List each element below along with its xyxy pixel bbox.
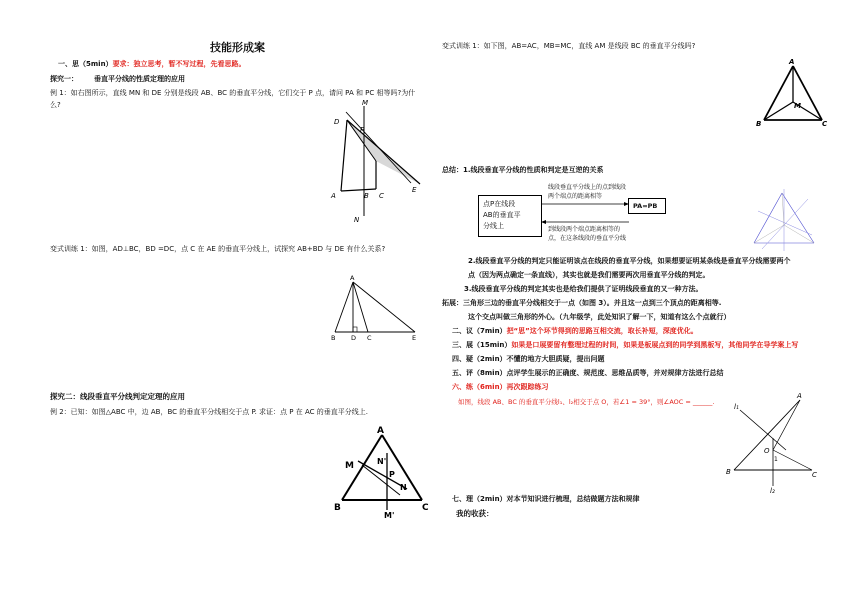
fig5-label-a: A <box>797 392 802 400</box>
example1-text-line2: 么? <box>50 101 61 109</box>
summary-arrow-top-line2: 两个端点的距离相等 <box>548 193 603 200</box>
fig3-label-m-prime: M' <box>384 511 395 520</box>
fig5-label-c: C <box>812 471 817 479</box>
variant-top-text: 变式训练 1：如下图，AB=AC，MB=MC，直线 AM 是线段 BC 的垂直平分线吗? <box>442 42 696 50</box>
section-discuss <box>452 327 698 336</box>
fig1-label-c: C <box>379 192 384 200</box>
explore1-label: 探究一： <box>50 75 78 83</box>
section-show-prefix: 三、展（15min） <box>452 341 512 349</box>
section-evaluate: 五、评（8min）点评学生展示的正确度、规范度、思维品质等，并对规律方法进行总结 <box>452 369 724 377</box>
fig3-label-n: N <box>400 483 407 492</box>
fig4-label-c: C <box>822 120 828 128</box>
explore1-title: 垂直平分线的性质定理的应用 <box>94 75 185 83</box>
fig1-label-a: A <box>331 192 336 200</box>
example2-text: 例 2：已知：如图△ABC 中，边 AB，BC 的垂直平分线相交于点 P. 求证：点 P 在 AC 的垂直平分线上. <box>50 408 368 416</box>
figure-example1 <box>326 99 426 226</box>
section-think <box>58 60 246 69</box>
practice-question: 如图，线段 AB、BC 的垂直平分线l₁、l₂相交于点 O，若∠1 = 39°，则∠AOC = ______. <box>458 398 715 406</box>
figure-example2 <box>332 425 442 520</box>
fig3-label-a: A <box>377 426 384 436</box>
page-title: 技能形成案 <box>210 41 265 54</box>
fig2-label-d: D <box>351 334 357 342</box>
fig1-label-m: M <box>362 99 369 107</box>
fig2-label-a: A <box>350 274 355 282</box>
figure-variant1 <box>330 272 430 342</box>
extension-text-a: 拓展：三角形三边的垂直平分线相交于一点（如图 3）。并且这一点到三个顶点的距离相等. <box>442 299 722 307</box>
figure-practice <box>712 392 832 495</box>
fig3-label-p: P <box>389 470 395 479</box>
extension-text-b: 这个交点叫做三角形的外心。（九年级学，此处知识了解一下，知道有这么个点就行） <box>468 313 731 321</box>
fig3-label-n-prime: N' <box>377 457 387 466</box>
section-think-requirement: 要求：独立思考，暂不写过程，先看思路。 <box>112 60 246 68</box>
example1-text-line1: 例 1：如右图所示，直线 MN 和 DE 分别是线段 AB、BC 的垂直平分线，它们交于 P 点，请问 PA 和 PC 相等吗?为什 <box>50 89 416 97</box>
summary-arrow-top-line1: 线段垂直平分线上的点到线段 <box>548 184 627 191</box>
summary-box-left-line3: 分线上 <box>483 222 504 230</box>
fig5-label-o: O <box>764 447 770 455</box>
fig4-label-a: A <box>789 58 795 66</box>
fig1-label-b: B <box>364 192 369 200</box>
summary-label: 总结： <box>442 166 463 174</box>
my-harvest-label: 我的收获： <box>456 509 494 518</box>
summary-box-left-line2: AB的垂直平 <box>483 211 521 219</box>
variant1-text: 变式训练 1：如图，AD⊥BC，BD =DC，点 C 在 AE 的垂直平分线上，试探究 AB+BD 与 DE 有什么关系? <box>50 245 386 253</box>
fig3-label-m: M <box>345 461 354 471</box>
fig4-label-m: M <box>794 102 801 110</box>
explore2-heading: 探究二：线段垂直平分线判定定理的应用 <box>50 392 185 401</box>
fig3-label-b: B <box>334 503 341 513</box>
summary-point-2b: 点（因为两点确定一条直线），其实也就是我们需要两次用垂直平分线的判定。 <box>468 271 710 279</box>
fig2-label-e: E <box>412 334 417 342</box>
fig1-label-n: N <box>354 216 360 224</box>
fig1-label-e: E <box>412 186 417 194</box>
section-discuss-text: 把“思”这个环节得到的思路互相交流，取长补短，深度优化。 <box>506 327 698 335</box>
fig5-label-l2: l₂ <box>770 487 775 495</box>
section-organize: 七、理（2min）对本节知识进行梳理，总结做题方法和规律 <box>452 495 640 503</box>
summary-point-1: 1.线段垂直平分线的性质和判定是互逆的关系 <box>463 166 604 174</box>
summary-box-left <box>478 195 542 237</box>
summary-arrow-bottom-line2: 点，在这条线段的垂直平分线 <box>548 235 627 242</box>
summary-arrow-bottom-line1: 到线段两个端点距离相等的 <box>548 226 621 233</box>
fig1-label-d: D <box>334 118 340 126</box>
section-question: 四、疑（2min）不懂的地方大胆质疑，提出问题 <box>452 355 605 363</box>
summary-point-2a: 2.线段垂直平分线的判定只能证明该点在线段的垂直平分线，如果想要证明某条线是垂直平分线需要两个 <box>468 257 791 265</box>
fig2-label-c: C <box>367 334 372 342</box>
summary-heading <box>442 166 604 175</box>
fig5-label-b: B <box>726 468 731 476</box>
section-think-prefix: 一、思（5min） <box>58 60 113 68</box>
fig4-label-b: B <box>756 120 762 128</box>
fig5-label-l1: l₁ <box>734 403 739 411</box>
fig5-label-angle1: 1 <box>774 456 778 463</box>
explore1-heading <box>50 75 185 84</box>
fig2-label-b: B <box>331 334 336 342</box>
section-show <box>452 341 798 350</box>
fig1-label-p: P <box>360 126 365 134</box>
section-discuss-prefix: 二、议（7min） <box>452 327 507 335</box>
summary-box-left-line1: 点P在线段 <box>483 200 516 208</box>
fig3-label-c: C <box>422 503 429 513</box>
figure-variant-top <box>756 58 836 138</box>
summary-box-right <box>628 198 666 214</box>
summary-box-right-text: PA=PB <box>633 202 658 210</box>
section-show-text: 如果是口展要留有整理过程的时间，如果是板展点到的同学到黑板写，其他同学在导学案上写 <box>511 341 799 349</box>
figure-circumcenter <box>752 185 822 255</box>
summary-point-3: 3.线段垂直平分线的判定其实也是给我们提供了证明线段垂直的又一种方法。 <box>464 285 703 293</box>
section-practice: 六、练（6min）再次跟踪练习 <box>452 383 549 391</box>
